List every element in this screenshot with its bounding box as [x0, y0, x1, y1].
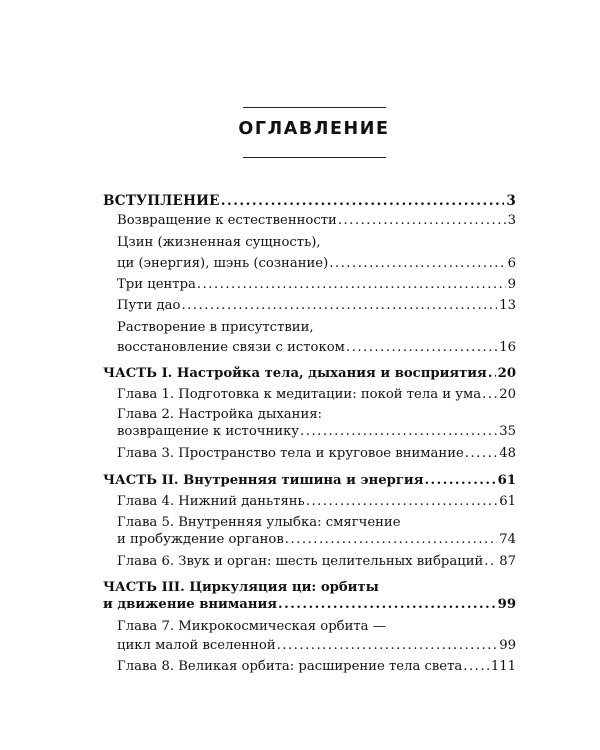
toc-page-number: 111	[490, 659, 516, 674]
toc-page-number: 35	[499, 424, 516, 439]
toc-entry-line1: Цзин (жизненная сущность),	[117, 235, 321, 250]
toc-entry[interactable]	[117, 554, 516, 570]
toc-page-number: 87	[499, 554, 516, 569]
toc-section-line1: ЧАСТЬ III. Циркуляция ци: орбиты	[103, 580, 379, 595]
dot-leader	[277, 638, 498, 654]
toc-section-title: и движение внимания	[103, 597, 278, 612]
dot-leader	[465, 446, 497, 462]
toc-entry-title: Три центра	[117, 277, 196, 292]
toc-entry-title: и пробуждение органов	[117, 532, 284, 547]
toc-page-number: 20	[499, 387, 516, 402]
dot-leader	[424, 473, 495, 489]
toc-entry-title: Возвращение к естественности	[117, 213, 337, 228]
toc-page-number: 48	[499, 446, 516, 461]
toc-page-number: 20	[497, 366, 516, 381]
toc-entry[interactable]	[117, 532, 516, 548]
dot-leader	[484, 554, 497, 570]
toc-entry-line1: Глава 5. Внутренняя улыбка: смягчение	[117, 515, 401, 530]
page-title: ОГЛАВЛЕНИЕ	[238, 119, 390, 139]
toc-entry[interactable]	[117, 446, 516, 462]
toc-page-number: 16	[499, 340, 516, 355]
toc-page-number: 74	[499, 532, 516, 547]
toc-entry[interactable]	[117, 340, 516, 356]
toc-entry[interactable]	[117, 424, 516, 440]
toc-entry-title: Глава 1. Подготовка к медитации: покой тела и ума	[117, 387, 482, 402]
toc-entry-title: Пути дао	[117, 298, 181, 313]
toc-entry-line1: Глава 2. Настройка дыхания:	[117, 407, 322, 422]
toc-entry-line1: Глава 7. Микрокосмическая орбита —	[117, 619, 386, 634]
toc-entry[interactable]	[117, 298, 516, 314]
toc-entry-title: возвращение к источнику	[117, 424, 300, 439]
toc-entry-title: цикл малой вселенной	[117, 638, 276, 653]
dot-leader	[338, 213, 506, 229]
toc-page-number: 3	[507, 213, 516, 228]
toc-section-intro[interactable]	[103, 193, 516, 209]
dot-leader	[300, 424, 497, 440]
toc-section-title: ЧАСТЬ II. Внутренняя тишина и энергия	[103, 473, 424, 488]
dot-leader	[278, 597, 496, 613]
dot-leader	[221, 193, 505, 209]
toc-page-number: 61	[499, 494, 516, 509]
dot-leader	[488, 366, 496, 382]
toc-entry[interactable]	[117, 387, 516, 403]
toc-entry[interactable]	[117, 277, 516, 293]
dot-leader	[181, 298, 497, 314]
toc-entry[interactable]	[117, 638, 516, 654]
toc-entry-title: Глава 8. Великая орбита: расширение тела света	[117, 659, 463, 674]
toc-page-number: 9	[507, 277, 516, 292]
dot-leader	[329, 256, 505, 272]
toc-entry-title: Глава 6. Звук и орган: шесть целительных вибраций	[117, 554, 484, 569]
dot-leader	[482, 387, 497, 403]
toc-section-title: ЧАСТЬ I. Настройка тела, дыхания и восприятия	[103, 366, 487, 381]
toc-entry[interactable]	[117, 213, 516, 229]
toc-entry[interactable]	[117, 494, 516, 510]
dot-leader	[306, 494, 497, 510]
toc-section-part3[interactable]	[103, 597, 516, 613]
toc-page-number: 3	[506, 193, 516, 209]
dot-leader	[463, 659, 489, 675]
toc-page-number: 61	[497, 473, 516, 488]
toc-entry-title: Глава 4. Нижний даньтянь	[117, 494, 305, 509]
toc-page-number: 13	[499, 298, 516, 313]
toc-entry[interactable]	[117, 659, 516, 675]
toc-page-number: 99	[499, 638, 516, 653]
toc-section-part2[interactable]	[103, 473, 516, 489]
toc-entry-line1: Растворение в присутствии,	[117, 320, 314, 335]
toc-page-number: 99	[497, 597, 516, 612]
toc-page-number: 6	[507, 256, 516, 271]
toc-section-title: ВСТУПЛЕНИЕ	[103, 193, 220, 209]
toc-section-part1[interactable]	[103, 366, 516, 382]
toc-entry[interactable]	[117, 256, 516, 272]
dot-leader	[197, 277, 506, 293]
dot-leader	[346, 340, 497, 356]
toc-entry-title: ци (энергия), шэнь (сознание)	[117, 256, 329, 271]
dot-leader	[285, 532, 497, 548]
toc-entry-title: Глава 3. Пространство тела и круговое внимание	[117, 446, 464, 461]
toc-entry-title: восстановление связи с истоком	[117, 340, 345, 355]
